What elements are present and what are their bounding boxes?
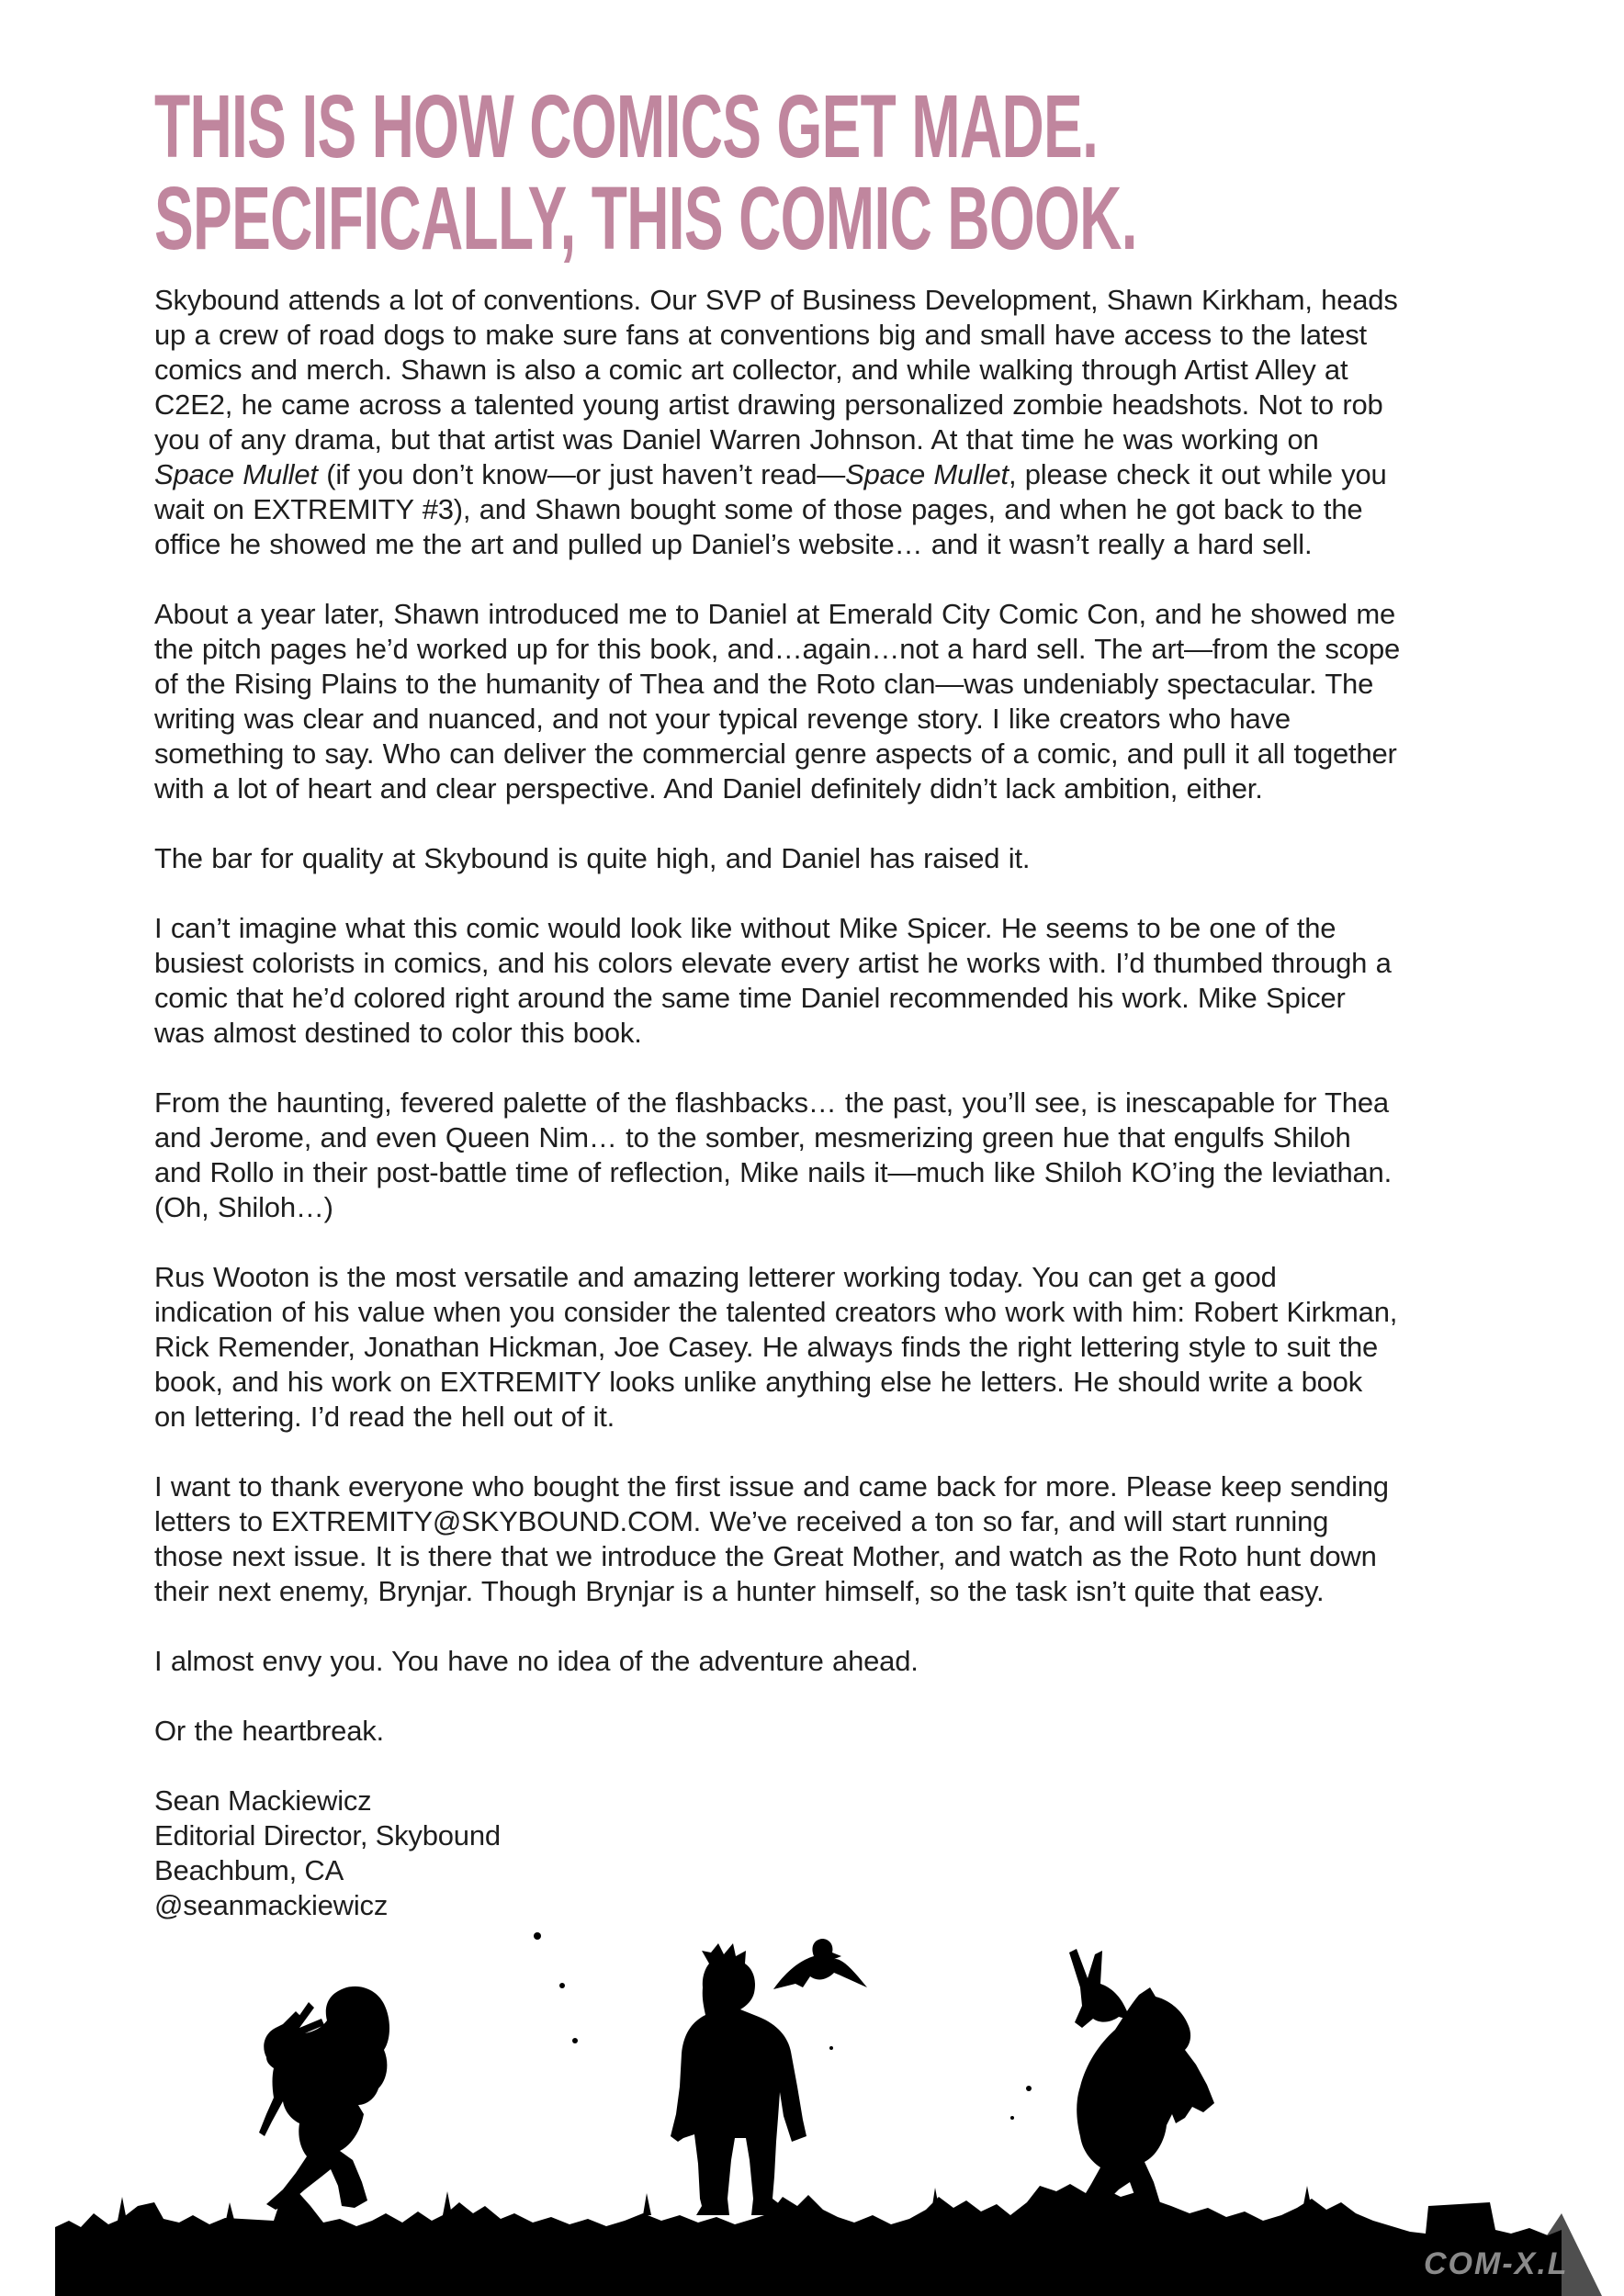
paragraph: About a year later, Shawn introduced me to Daniel at Emerald City Comic Con, and he showed me the pitch pages he’d worked up for this book, and…again…not a hard sell. The art—from the scope of the Rising Plains to the humanity of Thea and the Roto clan—was undeniably spectacular. The writing was clear and nuanced, and not your typical revenge story. I like creators who have something to say. Who can deliver the commercial genre aspects of a comic, and pull it all together with a lot of heart and clear perspective. And Daniel definitely didn’t lack ambition, either. xyxy=(154,598,1401,805)
paragraph: I want to thank everyone who bought the first issue and came back for more. Please keep sending letters to EXTREMITY@SKYBOUND.COM. We’ve received a ton so far, and will start running those next issue. It is there that we introduce the Great Mother, and watch as the Roto hunt down their next enemy, Brynjar. Though Brynjar is a hunter himself, so the task isn’t quite that easy. xyxy=(154,1470,1389,1607)
page-title xyxy=(154,76,1402,268)
satchel-bag-silhouette xyxy=(1095,2101,1151,2158)
flying-bird-silhouette xyxy=(773,1939,867,1989)
hiker-with-backpack-silhouette xyxy=(259,1986,389,2210)
paragraph: Or the heartbreak. xyxy=(154,1715,384,1747)
signature-line: Beachbum, CA xyxy=(154,1854,344,1886)
paragraph: From the haunting, fevered palette of the flashbacks… the past, you’ll see, is inescapable for Thea and Jerome, and even Queen Nim… to the somber, mesmerizing green hue that engulfs Shiloh and Rollo in their post-battle time of reflection, Mike nails it—much like Shiloh KO’ing the leviathan. (Oh, Shiloh…) xyxy=(154,1086,1393,1223)
paragraph: I almost envy you. You have no idea of the adventure ahead. xyxy=(154,1645,919,1677)
title-line-1: THIS IS HOW COMICS GET MADE. xyxy=(154,76,1099,176)
editorial-text xyxy=(154,283,1402,1749)
silhouette-illustration xyxy=(0,1910,1624,2296)
signature-line: Sean Mackiewicz xyxy=(154,1784,372,1817)
paragraph: I can’t imagine what this comic would look like without Mike Spicer. He seems to be one of the busiest colorists in comics, and his colors elevate every artist he works with. I’d thumbed through a comic that he’d colored right around the same time Daniel recommended his work. Mike Spicer was almost destined to color this book. xyxy=(154,912,1392,1049)
signature-line: Editorial Director, Skybound xyxy=(154,1819,501,1851)
small-bird-silhouette xyxy=(1069,1949,1132,2028)
paragraph: The bar for quality at Skybound is quite high, and Daniel has raised it. xyxy=(154,842,1031,874)
paragraph: Rus Wooton is the most versatile and amazing letterer working today. You can get a good indication of his value when you consider the talented creators who work with him: Robert Kirkman, Rick Remender, Jonathan Hickman, Joe Casey. He always finds the right lettering style to suit the book, and his work on EXTREMITY looks unlike anything else he letters. He should write a book on lettering. I’d read the hell out of it. xyxy=(154,1261,1398,1433)
signature-line: @seanmackiewicz xyxy=(154,1889,389,1921)
text-column xyxy=(154,76,1402,1923)
paragraph: Skybound attends a lot of conventions. Our SVP of Business Development, Shawn Kirkham, heads up a crew of road dogs to make sure fans at conventions big and small have access to the latest comics and merch. Shawn is also a comic art collector, and while walking through Artist Alley at C2E2, he came across a talented young artist drawing personalized zombie headshots. Not to rob you of any drama, but that artist was Daniel Warren Johnson. At that time he was working on Space Mullet (if you don’t know—or just haven’t read—Space Mullet, please check it out while you wait on EXTREMITY #3), and Shawn bought some of those pages, and when he got back to the office he showed me the art and pulled up Daniel’s website… and it wasn’t really a hard sell. xyxy=(154,284,1398,560)
title-line-2: SPECIFICALLY, THIS COMIC BOOK. xyxy=(154,168,1137,268)
watermark: COM-X.L xyxy=(1424,2246,1569,2281)
signature-block xyxy=(154,1784,1402,1923)
